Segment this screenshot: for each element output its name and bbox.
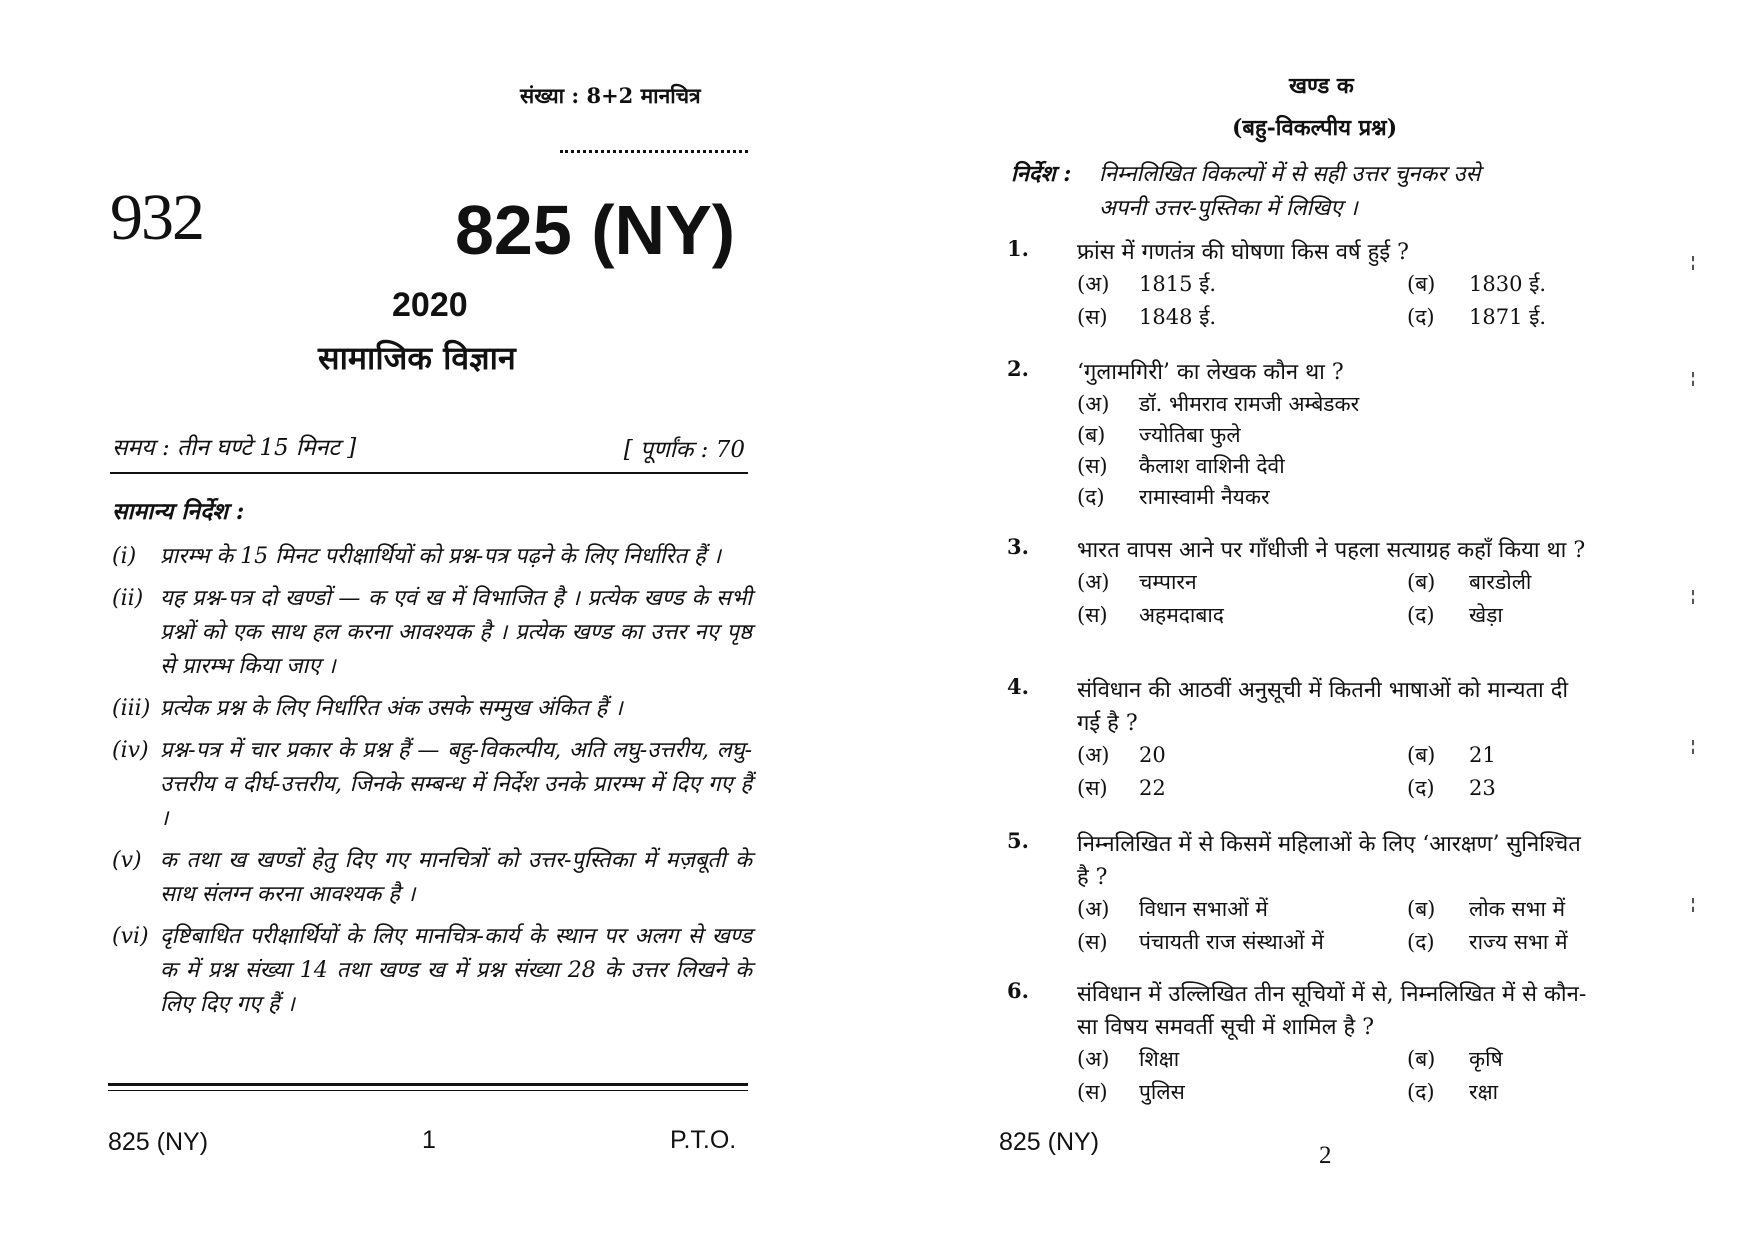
item-text: क तथा ख खण्डों हेतु दिए गए मानचित्रों को उत्तर-पुस्तिका में मज़बूती के साथ संलग्न करना आवश्यक है ।: [160, 848, 752, 907]
max-marks: [ पूर्णांक : 70: [623, 437, 745, 463]
margin-mark: [1692, 372, 1697, 386]
option: (द) 1871 ई.: [1407, 305, 1547, 329]
option: (द) रामास्वामी नैयकर: [1077, 485, 1270, 509]
option: (अ) शिक्षा: [1077, 1047, 1180, 1071]
list-item: [112, 844, 752, 912]
divider: [110, 472, 748, 474]
options: [1077, 567, 1597, 631]
divider: [108, 1090, 748, 1091]
item-number: (iv): [112, 738, 149, 763]
question-number: 2.: [1007, 356, 1029, 381]
option: (ब) कृषि: [1407, 1047, 1503, 1071]
pto-label: P.T.O.: [670, 1126, 737, 1154]
option: (स) 22: [1077, 776, 1166, 800]
option: (अ) 20: [1077, 743, 1166, 767]
list-item: [112, 540, 752, 574]
option: (स) पुलिस: [1077, 1080, 1185, 1104]
options: [1077, 894, 1597, 958]
question-text: निम्नलिखित में से किसमें महिलाओं के लिए ‘आरक्षण’ सुनिश्चित है ?: [1077, 832, 1581, 890]
item-text: दृष्टिबाधित परीक्षार्थियों के लिए मानचित्र-कार्य के स्थान पर अलग से खण्ड क में प्रश्न संख्या 14 तथा खण्ड ख में प्रश्न संख्या 28 के उत्तर लिखने के लिए दिए गए हैं ।: [160, 924, 752, 1017]
item-text: प्रश्न-पत्र में चार प्रकार के प्रश्न हैं — बहु-विकल्पीय, अति लघु-उत्तरीय, लघु-उत्तरीय व दीर्घ-उत्तरीय, जिनके सम्बन्ध में निर्देश उनके प्रारम्भ में दिए गए हैं ।: [160, 738, 752, 831]
options: [1077, 269, 1597, 333]
page-number: 1: [422, 1126, 436, 1154]
option: (ब) लोक सभा में: [1407, 897, 1566, 921]
option: (ब) बारडोली: [1407, 570, 1532, 594]
section-subtitle: (बहु-विकल्पीय प्रश्न): [1232, 115, 1398, 141]
option: (अ) डॉ. भीमराव रामजी अम्बेडकर: [1077, 392, 1360, 416]
item-number: (vi): [112, 924, 149, 949]
paper-code: 825 (NY): [455, 191, 736, 269]
time-allowed: समय : तीन घण्टे 15 मिनट ]: [112, 435, 357, 461]
question-text: फ्रांस में गणतंत्र की घोषणा किस वर्ष हुई ?: [1077, 240, 1409, 265]
direction-label: निर्देश :: [1011, 161, 1072, 187]
subject-title: सामाजिक विज्ञान: [318, 339, 516, 377]
question-6: [1007, 978, 1597, 1108]
list-item: [112, 692, 752, 726]
option: (द) 23: [1407, 776, 1496, 800]
right-page: [877, 0, 1754, 1241]
section-title: खण्ड क: [1289, 73, 1354, 99]
question-text: संविधान की आठवीं अनुसूची में कितनी भाषाओं को मान्यता दी गई है ?: [1077, 678, 1569, 736]
question-text: भारत वापस आने पर गाँधीजी ने पहला सत्याग्रह कहाँ किया था ?: [1077, 538, 1586, 563]
option: (अ) 1815 ई.: [1077, 272, 1217, 296]
option: (स) अहमदाबाद: [1077, 603, 1224, 627]
question-number: 3.: [1007, 534, 1029, 559]
option: (द) खेड़ा: [1407, 603, 1503, 627]
item-text: प्रत्येक प्रश्न के लिए निर्धारित अंक उसके सम्मुख अंकित हैं ।: [160, 696, 623, 721]
list-item: [112, 582, 752, 684]
exam-year: 2020: [392, 286, 468, 324]
question-number: 4.: [1007, 674, 1029, 699]
margin-mark: [1692, 740, 1697, 754]
dotted-line: [560, 150, 748, 153]
item-number: (v): [112, 848, 142, 873]
margin-mark: [1692, 256, 1697, 270]
options: [1077, 389, 1597, 513]
instructions-list: [112, 540, 752, 1030]
margin-mark: [1692, 898, 1697, 912]
option: (द) राज्य सभा में: [1407, 930, 1568, 954]
question-number: 6.: [1007, 978, 1029, 1003]
item-text: यह प्रश्न-पत्र दो खण्डों — क एवं ख में विभाजित है । प्रत्येक खण्ड के सभी प्रश्नों को एक साथ हल करना आवश्यक है । प्रत्येक खण्ड का उत्तर नए पृष्ठ से प्रारम्भ किया जाए ।: [160, 586, 752, 679]
page-number: 2: [1319, 1142, 1332, 1169]
question-number: 1.: [1007, 236, 1029, 261]
margin-mark: [1692, 590, 1697, 604]
sheet-count: संख्या : 8+2 मानचित्र: [520, 83, 701, 108]
footer-paper-code: 825 (NY): [108, 1128, 209, 1156]
options: [1077, 740, 1597, 804]
item-number: (ii): [112, 586, 144, 611]
question-1: [1007, 236, 1597, 333]
footer-paper-code: 825 (NY): [999, 1128, 1100, 1156]
question-text: ‘गुलामगिरी’ का लेखक कौन था ?: [1077, 360, 1344, 385]
instructions-title: सामान्य निर्देश :: [112, 498, 245, 525]
option: (द) रक्षा: [1407, 1080, 1499, 1104]
option: (स) 1848 ई.: [1077, 305, 1217, 329]
option: (ब) ज्योतिबा फुले: [1077, 423, 1241, 447]
question-3: [1007, 534, 1597, 631]
roll-number: 932: [110, 181, 203, 254]
item-number: (iii): [112, 696, 151, 721]
question-5: [1007, 828, 1597, 958]
direction-text: निम्नलिखित विकल्पों में से सही उत्तर चुनकर उसे अपनी उत्तर-पुस्तिका में लिखिए ।: [1099, 162, 1481, 221]
option: (ब) 21: [1407, 743, 1496, 767]
option: (अ) चम्पारन: [1077, 570, 1197, 594]
option: (अ) विधान सभाओं में: [1077, 897, 1268, 921]
options: [1077, 1044, 1597, 1108]
list-item: [112, 734, 752, 836]
list-item: [112, 920, 752, 1022]
divider: [108, 1083, 748, 1086]
item-number: (i): [112, 544, 137, 569]
option: (ब) 1830 ई.: [1407, 272, 1547, 296]
option: (स) कैलाश वाशिनी देवी: [1077, 454, 1285, 478]
option: (स) पंचायती राज संस्थाओं में: [1077, 930, 1324, 954]
question-number: 5.: [1007, 828, 1029, 853]
question-4: [1007, 674, 1597, 804]
item-text: प्रारम्भ के 15 मिनट परीक्षार्थियों को प्रश्न-पत्र पढ़ने के लिए निर्धारित हैं ।: [160, 544, 722, 569]
question-text: संविधान में उल्लिखित तीन सूचियों में से, निम्नलिखित में से कौन-सा विषय समवर्ती सूची में शामिल है ?: [1077, 982, 1587, 1040]
question-2: [1007, 356, 1597, 513]
